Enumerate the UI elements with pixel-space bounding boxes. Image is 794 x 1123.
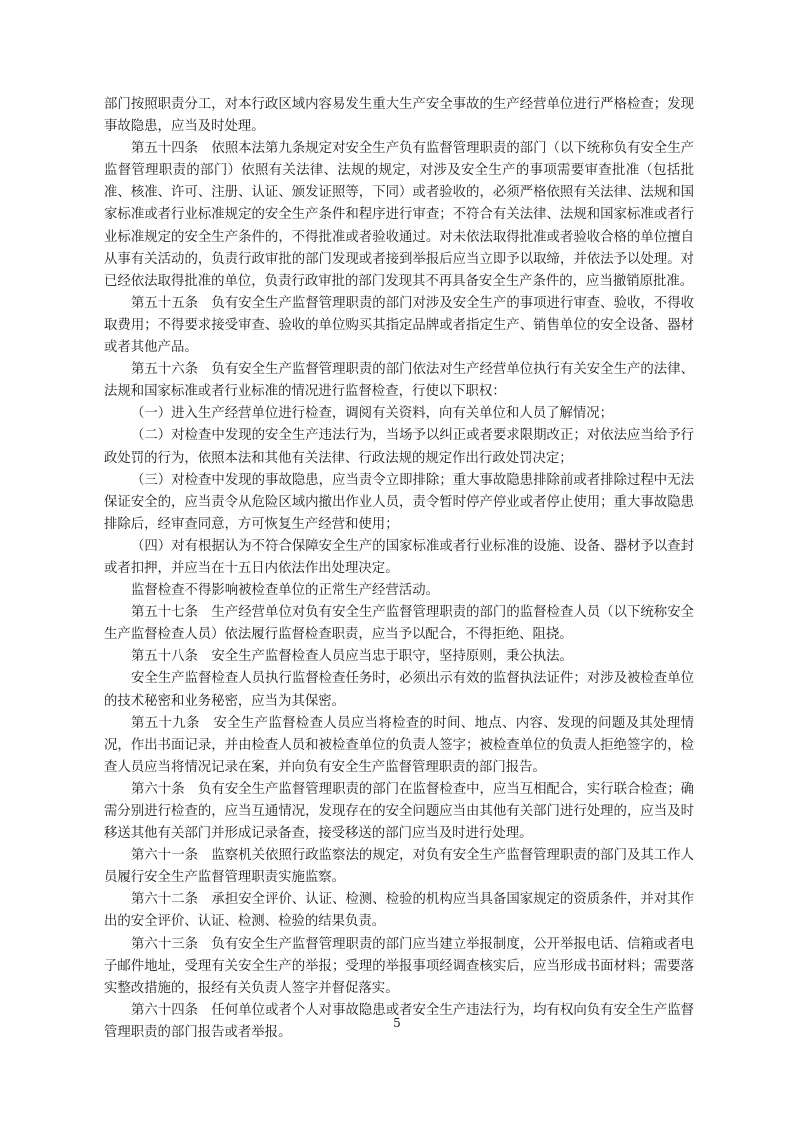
paragraph: 第六十四条 任何单位或者个人对事故隐患或者安全生产违法行为，均有权向负有安全生产监督管理职责的部门报告或者举报。 bbox=[104, 1002, 694, 1040]
paragraph: 安全生产监督检查人员执行监督检查任务时，必须出示有效的监督执法证件；对涉及被检查单位的技术秘密和业务秘密，应当为其保密。 bbox=[104, 671, 694, 709]
paragraph: 第五十四条 依照本法第九条规定对安全生产负有监督管理职责的部门（以下统称负有安全生产监督管理职责的部门）依照有关法律、法规的规定，对涉及安全生产的事项需要审查批准（包括批准、核准、许可、注册、认证、颁发证照等，下同）或者验收的，必须严格依照有关法律、法规和国家标准或者行业标准规定的安全生产条件和程序进行审查；不符合有关法律、法规和国家标准或者行业标准规定的安全生产条件的，不得批准或者验收通过。对未依法取得批准或者验收合格的单位擅自从事有关活动的，负责行政审批的部门发现或者接到举报后应当立即予以取缔，并依法予以处理。对已经依法取得批准的单位，负责行政审批的部门发现其不再具备安全生产条件的，应当撤销原批准。 bbox=[104, 141, 694, 289]
paragraph: 部门按照职责分工，对本行政区域内容易发生重大生产安全事故的生产经营单位进行严格检查；发现事故隐患，应当及时处理。 bbox=[104, 97, 694, 135]
paragraph: 第六十一条 监察机关依照行政监察法的规定，对负有安全生产监督管理职责的部门及其工作人员履行安全生产监督管理职责实施监察。 bbox=[104, 848, 694, 886]
paragraph: 第六十三条 负有安全生产监督管理职责的部门应当建立举报制度，公开举报电话、信箱或者电子邮件地址，受理有关安全生产的举报；受理的举报事项经调查核实后，应当形成书面材料；需要落实整改措施的，报经有关负责人签字并督促落实。 bbox=[104, 936, 694, 996]
paragraph: 第五十九条 安全生产监督检查人员应当将检查的时间、地点、内容、发现的问题及其处理情况，作出书面记录，并由检查人员和被检查单位的负责人签字；被检查单位的负责人拒绝签字的，检查人员应当将情况记录在案，并向负有安全生产监督管理职责的部门报告。 bbox=[104, 715, 694, 775]
paragraph: （四）对有根据认为不符合保障安全生产的国家标准或者行业标准的设施、设备、器材予以查封或者扣押，并应当在十五日内依法作出处理决定。 bbox=[104, 538, 694, 576]
document-body bbox=[104, 94, 694, 1044]
paragraph: （二）对检查中发现的安全生产违法行为，当场予以纠正或者要求限期改正；对依法应当给予行政处罚的行为，依照本法和其他有关法律、行政法规的规定作出行政处罚决定； bbox=[104, 428, 694, 466]
paragraph: 监督检查不得影响被检查单位的正常生产经营活动。 bbox=[131, 583, 439, 599]
paragraph: 第六十条 负有安全生产监督管理职责的部门在监督检查中，应当互相配合，实行联合检查；确需分别进行检查的，应当互通情况，发现存在的安全问题应当由其他有关部门进行处理的，应当及时移送其他有关部门并形成记录备查，接受移送的部门应当及时进行处理。 bbox=[104, 781, 694, 842]
page-number: 5 bbox=[393, 1016, 401, 1030]
paragraph: 第五十七条 生产经营单位对负有安全生产监督管理职责的部门的监督检查人员（以下统称安全生产监督检查人员）依法履行监督检查职责，应当予以配合，不得拒绝、阻挠。 bbox=[104, 605, 694, 643]
paragraph: 第五十八条 安全生产监督检查人员应当忠于职守，坚持原则，秉公执法。 bbox=[131, 649, 573, 665]
paragraph: 第五十五条 负有安全生产监督管理职责的部门对涉及安全生产的事项进行审查、验收，不得收取费用；不得要求接受审查、验收的单位购买其指定品牌或者指定生产、销售单位的安全设备、器材或者其他产品。 bbox=[104, 295, 694, 356]
paragraph: 第五十六条 负有安全生产监督管理职责的部门依法对生产经营单位执行有关安全生产的法律、法规和国家标准或者行业标准的情况进行监督检查，行使以下职权： bbox=[104, 362, 694, 400]
paragraph: （三）对检查中发现的事故隐患，应当责令立即排除；重大事故隐患排除前或者排除过程中无法保证安全的，应当责令从危险区域内撤出作业人员，责令暂时停产停业或者停止使用；重大事故隐患排除后，经审查同意，方可恢复生产经营和使用； bbox=[104, 472, 694, 532]
paragraph: 第六十二条 承担安全评价、认证、检测、检验的机构应当具备国家规定的资质条件，并对其作出的安全评价、认证、检测、检验的结果负责。 bbox=[104, 892, 694, 930]
paragraph: （一）进入生产经营单位进行检查，调阅有关资料，向有关单位和人员了解情况； bbox=[131, 406, 614, 422]
